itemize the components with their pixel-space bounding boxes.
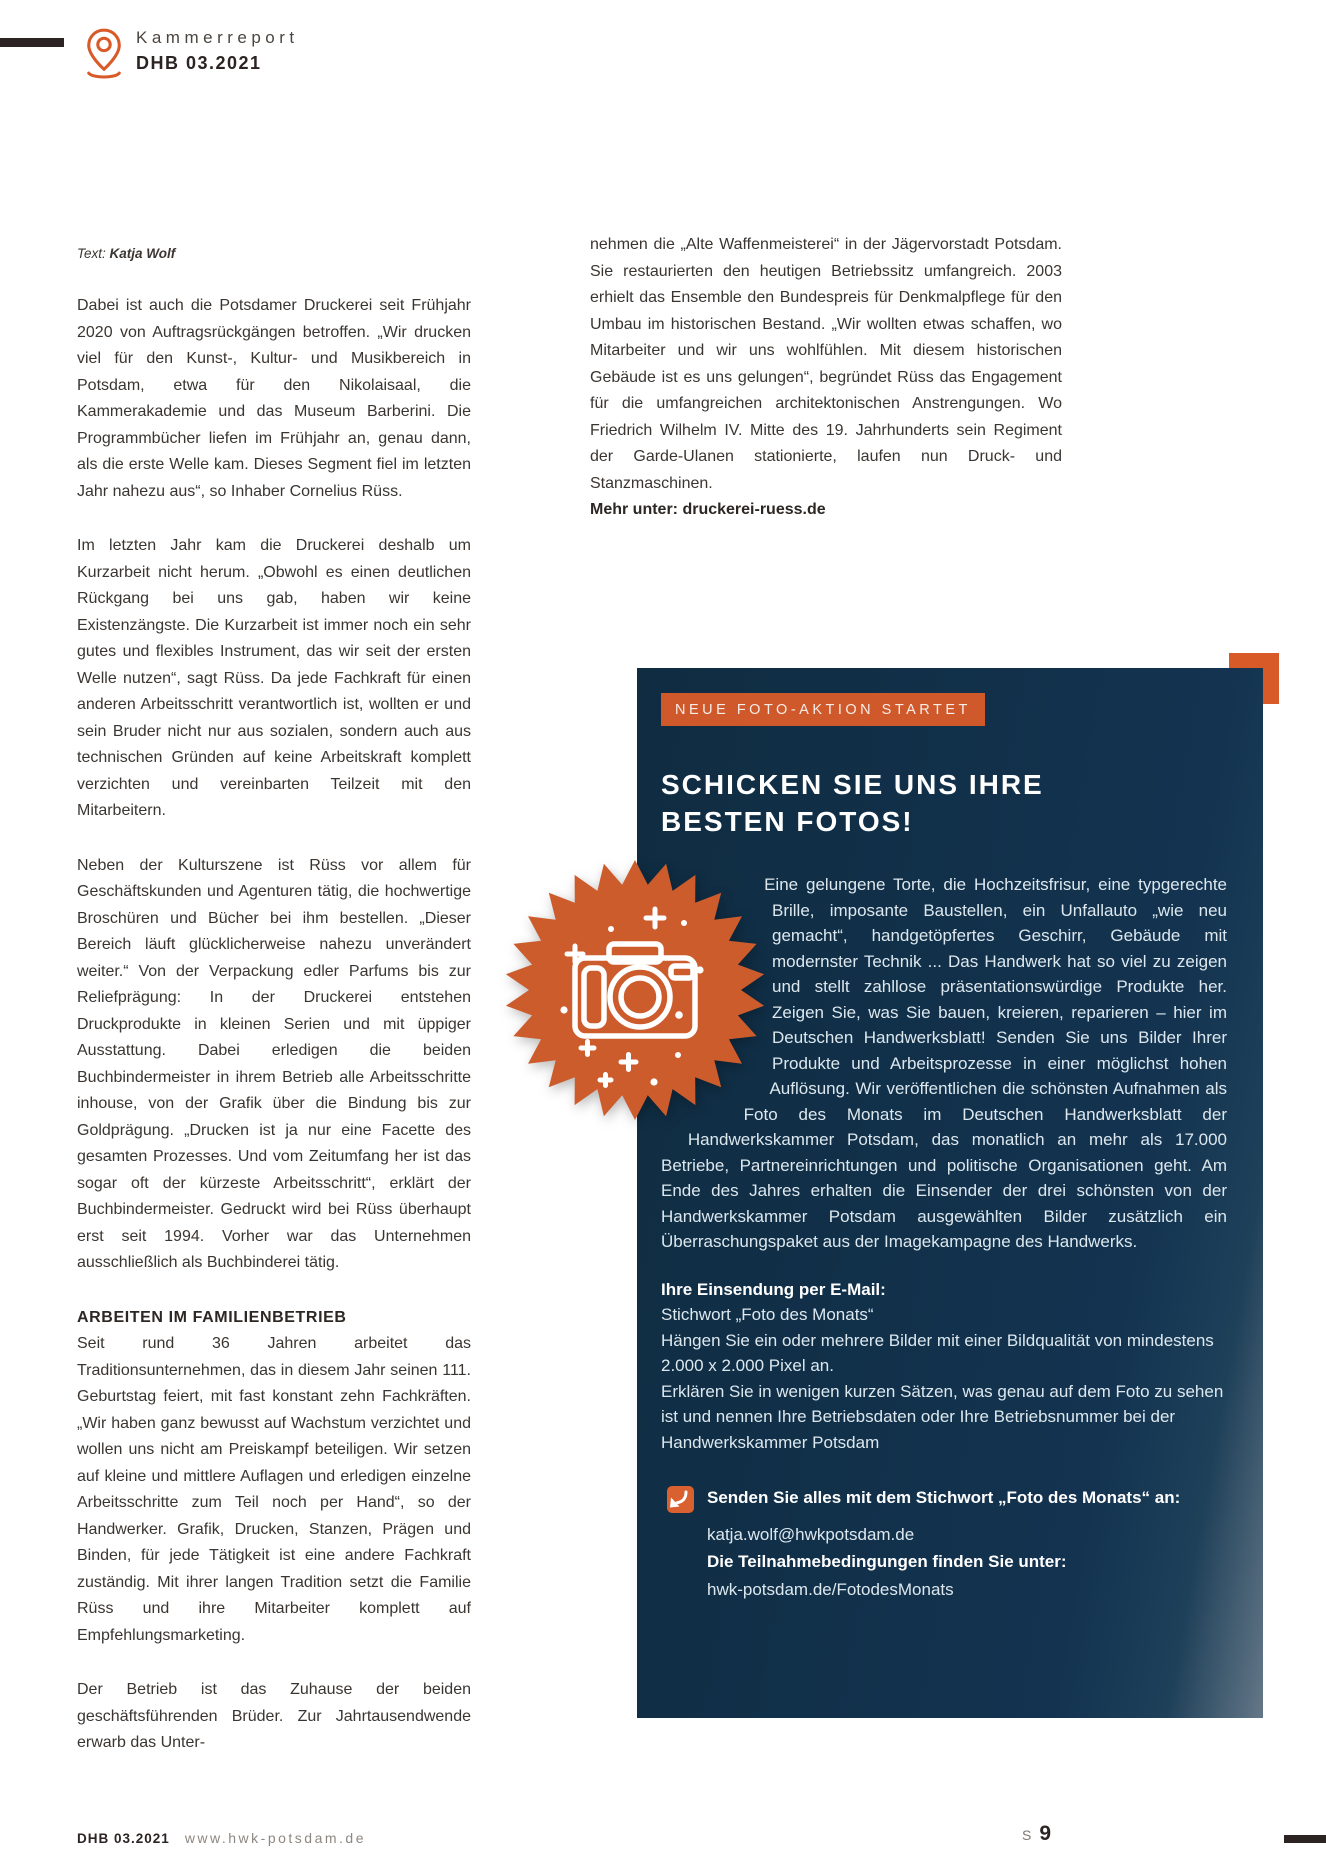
paragraph: Im letzten Jahr kam die Druckerei deshalb um Kurzarbeit nicht herum. „Obwohl es einen deutlichen Rückgang bei uns gab, haben wir keine Existenzängste. Die Kurzarbeit ist immer noch ein sehr gutes und flexibles Instrument, das wir seit der ersten Welle nutzen“, sagt Rüss. Da jede Fachkraft für einen anderen Arbeitsschritt verantwortlich ist, wollten er und sein Bruder nicht nur aus sozialen, sondern auch aus technischen Gründen auf keine Arbeitskraft komplett verzichten und vereinbarten Teilzeit mit den Mitarbeitern. bbox=[77, 537, 471, 819]
section-subheading: ARBEITEN IM FAMILIENBETRIEB bbox=[77, 1308, 347, 1326]
section-title: Kammerreport bbox=[136, 28, 299, 47]
paragraph: Seit rund 36 Jahren arbeitet das Traditionsunternehmen, das in diesem Jahr seinen 111. Geburtstag feiert, mit fast konstant zehn Fachkräften. „Wir haben ganz bewusst auf Wachstum verzichtet und wollen uns nicht am Preiskampf beteiligen. Wir setzen auf kleine und mittlere Auflagen und erledigen einzelne Arbeitsschritte zum Teil noch per Hand“, so der Handwerker. Grafik, Drucken, Stanzen, Prägen und Binden, für jede Tätigkeit ist eine andere Fachkraft zuständig. Mit ihrer langen Tradition setzt die Familie Rüss und ihre Mitarbeiter komplett auf Empfehlungsmarketing. bbox=[77, 1335, 471, 1644]
article-right-column bbox=[590, 232, 1062, 524]
promo-title bbox=[661, 766, 1227, 840]
byline-label: Text: bbox=[77, 246, 106, 261]
more-info-link-text: Mehr unter: druckerei-ruess.de bbox=[590, 501, 826, 518]
contact-email: katja.wolf@hwkpotsdam.de bbox=[707, 1524, 915, 1544]
footer-rule-bar bbox=[1284, 1835, 1326, 1843]
send-instruction-label: Senden Sie alles mit dem Stichwort „Foto des Monats“ an: bbox=[707, 1488, 1181, 1507]
masthead bbox=[83, 26, 299, 87]
footer-page-indicator bbox=[1022, 1822, 1051, 1846]
masthead-text bbox=[136, 26, 299, 74]
page-number: 9 bbox=[1039, 1822, 1052, 1845]
email-instruction-line: Erklären Sie in wenigen kurzen Sätzen, was genau auf dem Foto zu sehen ist und nennen Ihre Betriebsdaten oder Ihre Betriebsnummer bei der Handwerkskammer Potsdam bbox=[661, 1381, 1224, 1452]
photo-action-promo-box bbox=[637, 668, 1263, 1718]
email-instruction-line: Hängen Sie ein oder mehrere Bilder mit einer Bildqualität von mindestens 2.000 x 2.000 Pixel an. bbox=[661, 1330, 1214, 1375]
promo-title-line2: BESTEN FOTOS! bbox=[661, 806, 914, 837]
terms-label: Die Teilnahmebedingungen finden Sie unter: bbox=[707, 1552, 1067, 1571]
byline bbox=[77, 246, 471, 261]
camera-starburst-badge bbox=[503, 858, 767, 1122]
promo-body-span: Senden Sie uns Bilder Ihrer Produkte und Arbeitsprozesse in einer möglichst hohen Auflösung. Wir veröffentlichen die schönsten Aufnahmen als Foto des Monats im Deutschen Handwerksblatt der Handwerkskammer Potsdam, das monatlich an mehr als 17.000 Betriebe, Partnereinrichtungen und politische Organisationen geht. Am Ende des Jahres erhalten die Einsender der drei schönsten von der Handwerkskammer Potsdam ausgewählten Bilder zusätzlich ein Überraschungspaket aus der Imagekampagne des Handwerks. bbox=[661, 1028, 1227, 1251]
send-arrow-icon bbox=[667, 1486, 694, 1521]
paragraph: Neben der Kulturszene ist Rüss vor allem für Geschäftskunden und Agenturen tätig, die hochwertige Broschüren und Bücher bei ihm bestellen. „Dieser Bereich läuft glücklicherweise nahezu unverändert weiter.“ Von der Verpackung edler Parfums bis zur Reliefprägung: In der Druckerei entstehen Druckprodukte in kleinen Serien und mit üppiger Ausstattung. Dabei erledigen die beiden Buchbindermeister in ihrem Betrieb alle Arbeitsschritte inhouse, von der Grafik über die Bindung bis zur Goldprägung. „Drucken ist ja nur eine Facette des gesamten Prozesses. Und vom Zeitumfang her ist das sogar oft der kürzeste Arbeitsschritt“, erklärt der Buchbindermeister. Gedruckt wird bei Rüss überhaupt erst seit 1994. Vorher war das Unternehmen ausschließlich als Buchbinderei tätig. bbox=[77, 856, 471, 1271]
promo-intro-span: Eine gelungene Torte, die Hochzeitsfrisur, eine typgerechte Brille, imposante Baustellen, ein Unfallauto „wie neu gemacht“, handgetöpfertes Geschirr, Gebäude mit modernster Technik ... Das Handwerk hat so viel zu zeigen und stellt zahllose präsentationswürdige Produkte her. Zeigen Sie, was Sie bauen, kreieren, reparieren – hier im Deutschen Handwerksblatt! bbox=[764, 875, 1227, 1047]
send-instruction-row bbox=[661, 1485, 1227, 1521]
issue-label: DHB 03.2021 bbox=[136, 53, 262, 73]
paragraph: nehmen die „Alte Waffenmeisterei“ in der Jägervorstadt Potsdam. Sie restaurierten den heutigen Betriebssitz umfangreich. 2003 erhielt das Ensemble den Bundespreis für Denkmalpflege für den Umbau im historischen Bestand. „Wir wollten etwas schaffen, wo Mitarbeiter und wir uns wohlfühlen. Mit diesem historischen Gebäude ist es uns gelungen“, begründet Rüss das Engagement für die umfangreichen architektonischen Anstrengungen. Wo Friedrich Wilhelm IV. Mitte des 19. Jahrhunderts sein Regiment der Garde-Ulanen stationierte, laufen nun Druck- und Stanzmaschinen. bbox=[590, 236, 1062, 492]
paragraph: Dabei ist auch die Potsdamer Druckerei seit Frühjahr 2020 von Auftragsrückgängen betroffen. „Wir drucken viel für den Kunst-, Kultur- und Musikbereich in Potsdam, etwa für den Nikolaisaal, die Kammerakademie und das Museum Barberini. Die Programmbücher liefen im Frühjahr an, genau dann, als die erste Welle kam. Dieses Segment fiel im letzten Jahr nahezu aus“, so Inhaber Cornelius Rüss. bbox=[77, 297, 471, 500]
send-details bbox=[707, 1521, 1227, 1604]
footer-website: www.hwk-potsdam.de bbox=[184, 1830, 366, 1846]
footer-issue: DHB 03.2021 bbox=[77, 1831, 170, 1846]
header-rule-bar bbox=[0, 38, 64, 47]
footer-left bbox=[77, 1830, 366, 1846]
page-label: S bbox=[1022, 1827, 1033, 1843]
paragraph: Der Betrieb ist das Zuhause der beiden geschäftsführenden Brüder. Zur Jahrtausendwende erwarb das Unter- bbox=[77, 1681, 471, 1751]
location-pin-icon bbox=[83, 26, 125, 87]
promo-title-line1: SCHICKEN SIE UNS IHRE bbox=[661, 769, 1044, 800]
promo-tag-label: NEUE FOTO-AKTION STARTET bbox=[661, 693, 985, 726]
email-instruction-line: Stichwort „Foto des Monats“ bbox=[661, 1305, 874, 1324]
byline-author: Katja Wolf bbox=[109, 246, 176, 261]
article-left-column bbox=[77, 246, 471, 1757]
terms-url: hwk-potsdam.de/FotodesMonats bbox=[707, 1579, 954, 1599]
email-heading: Ihre Einsendung per E-Mail: bbox=[661, 1279, 886, 1299]
